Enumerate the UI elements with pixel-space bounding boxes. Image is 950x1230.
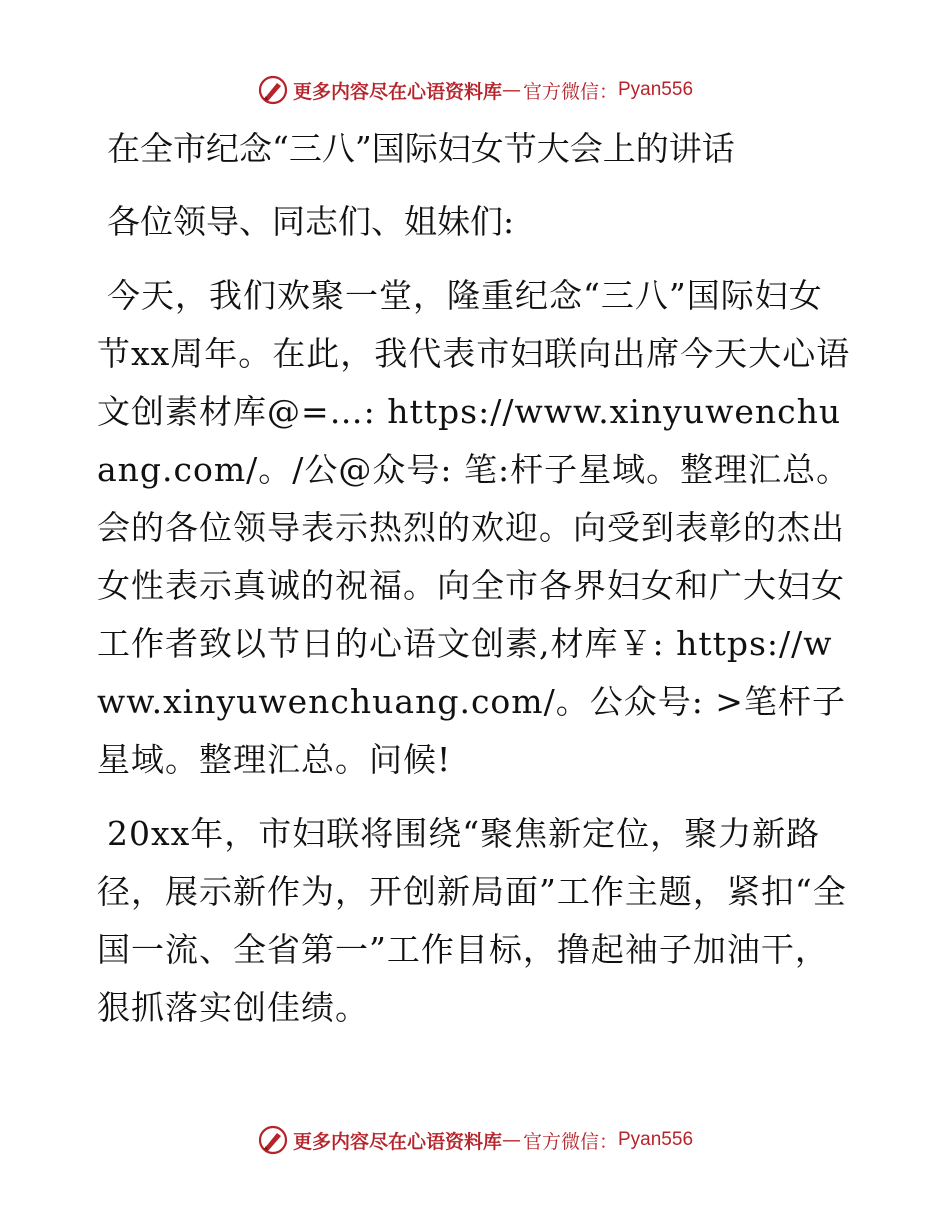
banner-text: 更多内容尽在心语资料库 <box>292 1130 502 1153</box>
greeting: 各位领导、同志们、姐妹们: <box>107 202 515 241</box>
banner-wechat-label: 官方微信： <box>522 80 618 103</box>
banner-separator: — <box>501 1129 521 1151</box>
paragraph: 今天，我们欢聚一堂，隆重纪念“三八”国际妇女节xx周年。在此，我代表市妇联向出席今天大心语文创素材库@=…: https://www.xinyuwenchuang.com/。/公@众号: 笔:杆子星域。整理汇总。会的各位领导表示热烈的欢迎。向受到表彰的杰出女性表示真诚的祝福。向全市各界妇女和广大妇女工作者致以节日的心语文创素,材库￥: https://www.xinyuwenchuang.com/。公众号: >笔杆子星域。整理汇总。问候! <box>97 276 851 779</box>
document-body <box>97 120 852 1053</box>
banner-wechat-label: 官方微信： <box>522 1130 618 1153</box>
footer-banner <box>0 1120 950 1160</box>
banner-wechat-id: Pyan556 <box>618 79 694 100</box>
paragraph: 20xx年，市妇联将围绕“聚焦新定位，聚力新路径，展示新作为，开创新局面”工作主题，紧扣“全国一流、全省第一”工作目标，撸起袖子加油干，狠抓落实创佳绩。 <box>97 814 847 1027</box>
banner-wechat-id: Pyan556 <box>618 1129 694 1150</box>
page-title: 在全市纪念“三八”国际妇女节大会上的讲话 <box>107 129 735 168</box>
pen-logo-icon <box>257 74 289 106</box>
pen-logo-icon <box>257 1124 289 1156</box>
banner-separator: — <box>501 79 521 101</box>
header-banner <box>0 70 950 110</box>
banner-text: 更多内容尽在心语资料库 <box>292 80 502 103</box>
